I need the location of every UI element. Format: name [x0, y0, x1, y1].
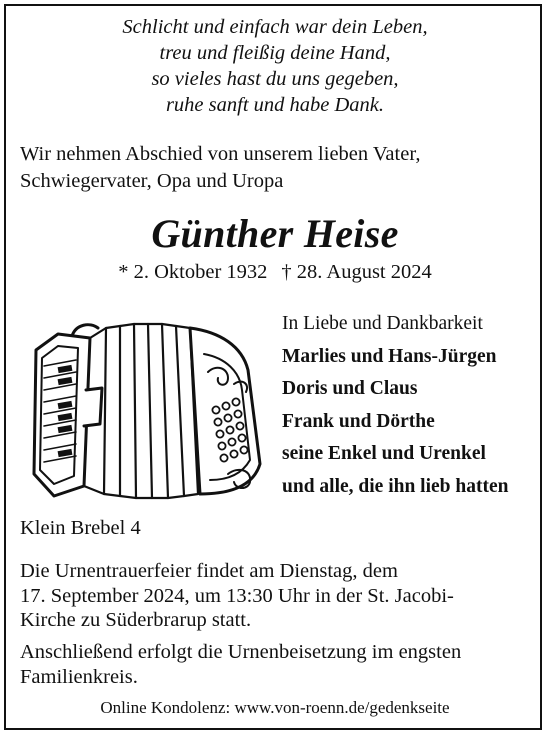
mourner-name: und alle, die ihn lieb hatten [282, 475, 509, 497]
birth-date: * 2. Oktober 1932 [118, 261, 268, 283]
funeral-service-info [20, 559, 540, 633]
intro-text [20, 141, 420, 195]
intro-line: Schwiegervater, Opa und Uropa [20, 170, 284, 192]
mourner-name: Frank und Dörthe [282, 410, 435, 432]
burial-info [20, 640, 540, 689]
intro-line: Wir nehmen Abschied von unserem lieben Vater, [20, 143, 421, 165]
deceased-name: Günther Heise [151, 211, 399, 256]
mourners-list [282, 308, 508, 504]
burial-line: Anschließend erfolgt die Urnenbeisetzung im engsten [20, 641, 462, 663]
poem-line: Schlicht und einfach war dein Leben, [122, 16, 428, 38]
service-line: 17. September 2024, um 13:30 Uhr in der St. Jacobi- [20, 584, 454, 607]
burial-line: Familienkreis. [20, 665, 138, 688]
mourner-name: Doris und Claus [282, 378, 418, 400]
mourners-intro: In Liebe und Dankbarkeit [282, 313, 483, 334]
mourner-name: Marlies und Hans-Jürgen [282, 345, 497, 367]
address: Klein Brebel 4 [20, 517, 141, 539]
service-line: Die Urnentrauerfeier findet am Dienstag, dem [20, 560, 398, 582]
mourner-name: seine Enkel und Urenkel [282, 443, 486, 465]
online-condolence-link[interactable]: Online Kondolenz: www.von-roenn.de/gedenkseite [100, 698, 450, 717]
death-date: † 28. August 2024 [281, 261, 432, 283]
accordion-icon [28, 314, 266, 504]
poem-line: so vieles hast du uns gegeben, [151, 68, 399, 90]
poem-line: ruhe sanft und habe Dank. [165, 94, 385, 116]
life-dates [0, 259, 550, 285]
poem [0, 14, 550, 118]
poem-line: treu und fleißig deine Hand, [159, 42, 391, 64]
service-line: Kirche zu Süderbrarup statt. [20, 609, 252, 631]
